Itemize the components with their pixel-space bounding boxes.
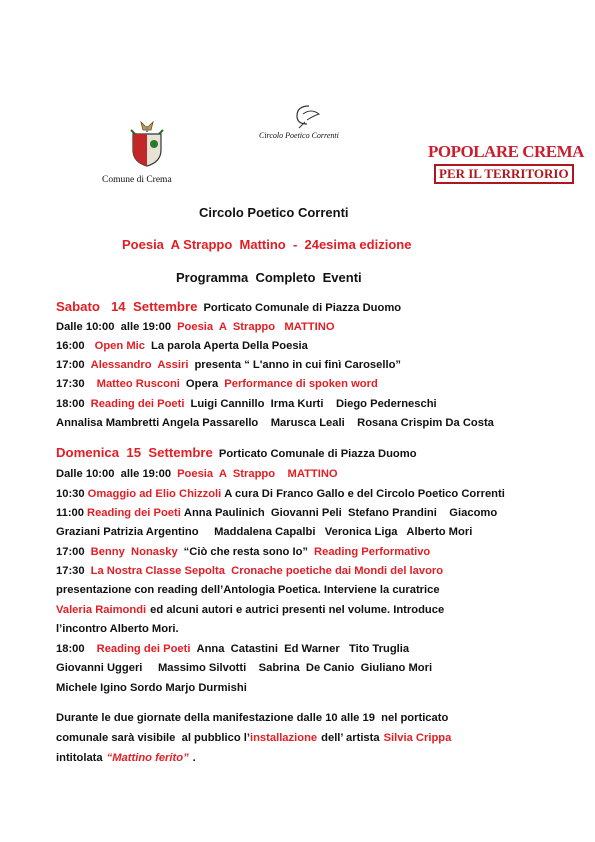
sun-day: Domenica 15 Settembre	[56, 445, 213, 460]
footer-l2a: comunale sarà visibile al pubblico l’	[56, 732, 250, 744]
sat-row-5	[56, 397, 437, 411]
sat-r4-time: 17:30	[56, 378, 85, 390]
sat-r2-title: Open Mic	[94, 340, 145, 352]
sun-r8-text: ed alcuni autori e autrici presenti nel volume. Introduce	[150, 604, 445, 616]
footer-l2c: dell’ artista	[321, 732, 380, 744]
sat-r5-names: Luigi Cannillo Irma Kurti Diego Pederneschi	[190, 398, 437, 410]
sun-row-1	[56, 467, 338, 481]
sat-row-3	[56, 358, 401, 372]
bpc-line2: PER IL TERRITORIO	[434, 164, 574, 184]
sun-place: Porticato Comunale di Piazza Duomo	[218, 448, 417, 460]
footer-l3a: intitolata	[56, 752, 103, 764]
footer-l1: Durante le due giornate della manifestazione dalle 10 alle 19 nel porticato	[56, 712, 449, 724]
sat-row-6	[56, 416, 494, 430]
sun-r3-time: 11:00	[56, 507, 84, 519]
footer-artist: Silvia Crippa	[383, 732, 452, 744]
sun-row-2	[56, 487, 505, 501]
sat-row-2	[56, 339, 308, 353]
sat-r4-name: Matteo Rusconi	[96, 378, 180, 390]
sat-r2-time: 16:00	[56, 340, 85, 352]
sun-r1-time: Dalle 10:00 alle 19:00	[56, 468, 172, 480]
footer-installazione: installazione	[249, 732, 318, 744]
footer-l3c: .	[192, 752, 196, 764]
sun-r1-title: Poesia A Strappo MATTINO	[177, 468, 338, 480]
sat-r3-desc: presenta “ L'anno in cui finì Carosello”	[194, 359, 402, 371]
sun-row-8	[56, 603, 444, 617]
sat-r5-title: Reading dei Poeti	[90, 398, 185, 410]
popolare-crema-logo	[428, 142, 584, 186]
sun-row-6	[56, 564, 443, 578]
sun-r5-name: Benny Nonasky	[90, 546, 178, 558]
circolo-label: Circolo Poetico Correnti	[259, 131, 339, 140]
circolo-poetico-logo	[245, 100, 375, 150]
sun-row-12	[56, 681, 247, 695]
sun-row-3	[56, 506, 497, 520]
comune-di-crema-logo	[100, 120, 190, 190]
sat-r6-names: Annalisa Mambretti Angela Passarello Marusca Leali Rosana Crispim Da Costa	[56, 417, 494, 429]
sun-row-5	[56, 545, 430, 559]
sat-r1-time: Dalle 10:00 alle 19:00	[56, 321, 172, 333]
quill-icon	[289, 102, 329, 130]
sun-r5-label: Reading Performativo	[314, 546, 431, 558]
sun-r3-title: Reading dei Poeti	[87, 507, 181, 519]
sun-r12-names: Michele Igino Sordo Marjo Durmishi	[56, 682, 247, 694]
sun-row-4	[56, 525, 472, 539]
footer-work-title: “Mattino ferito”	[106, 752, 189, 764]
sat-r2-desc: La parola Aperta Della Poesia	[150, 340, 308, 352]
sun-row-11	[56, 661, 432, 675]
sun-r10-time: 18:00	[56, 643, 85, 655]
sat-day: Sabato 14 Settembre	[56, 299, 198, 314]
sun-row-10	[56, 642, 409, 656]
sun-r8-name: Valeria Raimondi	[56, 604, 147, 616]
sat-row-4	[56, 377, 378, 391]
sat-day-row	[56, 300, 401, 315]
sun-r3-names: Anna Paulinich Giovanni Peli Stefano Prandini Giacomo	[183, 507, 498, 519]
sun-r11-names: Giovanni Uggeri Massimo Silvotti Sabrina De Canio Giuliano Mori	[56, 662, 433, 674]
sun-r5-title: “Ciò che resta sono Io”	[183, 546, 309, 558]
footer-line-1	[56, 711, 448, 725]
sun-r5-time: 17:00	[56, 546, 85, 558]
sat-r5-time: 18:00	[56, 398, 85, 410]
sat-r1-title: Poesia A Strappo MATTINO	[177, 321, 335, 333]
sun-r7-text: presentazione con reading dell’Antologia Poetica. Interviene la curatrice	[56, 584, 440, 596]
sun-row-9	[56, 622, 179, 636]
sun-r6-time: 17:30	[56, 565, 85, 577]
footer-line-3	[56, 751, 196, 765]
sun-day-row	[56, 446, 417, 461]
sun-r10-title: Reading dei Poeti	[96, 643, 191, 655]
sun-row-7	[56, 583, 440, 597]
sat-r3-name: Alessandro Assiri	[90, 359, 189, 371]
sat-r4-title: Performance di spoken word	[224, 378, 378, 390]
crema-crest-icon	[127, 120, 167, 168]
sun-r2-time: 10:30	[56, 488, 85, 500]
sun-r2-desc: A cura Di Franco Gallo e del Circolo Poetico Correnti	[224, 488, 505, 500]
event-title: Poesia A Strappo Mattino - 24esima edizione	[122, 237, 412, 252]
sat-r3-time: 17:00	[56, 359, 85, 371]
program-title: Programma Completo Eventi	[176, 270, 362, 285]
sat-place: Porticato Comunale di Piazza Duomo	[203, 302, 402, 314]
sun-r9-text: l’incontro Alberto Mori.	[56, 623, 179, 635]
sat-r4-opera: Opera	[185, 378, 219, 390]
sun-r2-title: Omaggio ad Elio Chizzoli	[87, 488, 222, 500]
bpc-line1: POPOLARE CREMA	[428, 142, 584, 161]
crema-label: Comune di Crema	[102, 175, 172, 185]
sun-r10-names: Anna Catastini Ed Warner Tito Truglia	[196, 643, 410, 655]
sun-r6-title: La Nostra Classe Sepolta Cronache poetiche dai Mondi del lavoro	[90, 565, 444, 577]
org-title: Circolo Poetico Correnti	[199, 205, 349, 220]
sun-r4-names: Graziani Patrizia Argentino Maddalena Capalbi Veronica Liga Alberto Mori	[56, 526, 473, 538]
footer-line-2	[56, 731, 451, 745]
sat-row-1	[56, 320, 335, 334]
